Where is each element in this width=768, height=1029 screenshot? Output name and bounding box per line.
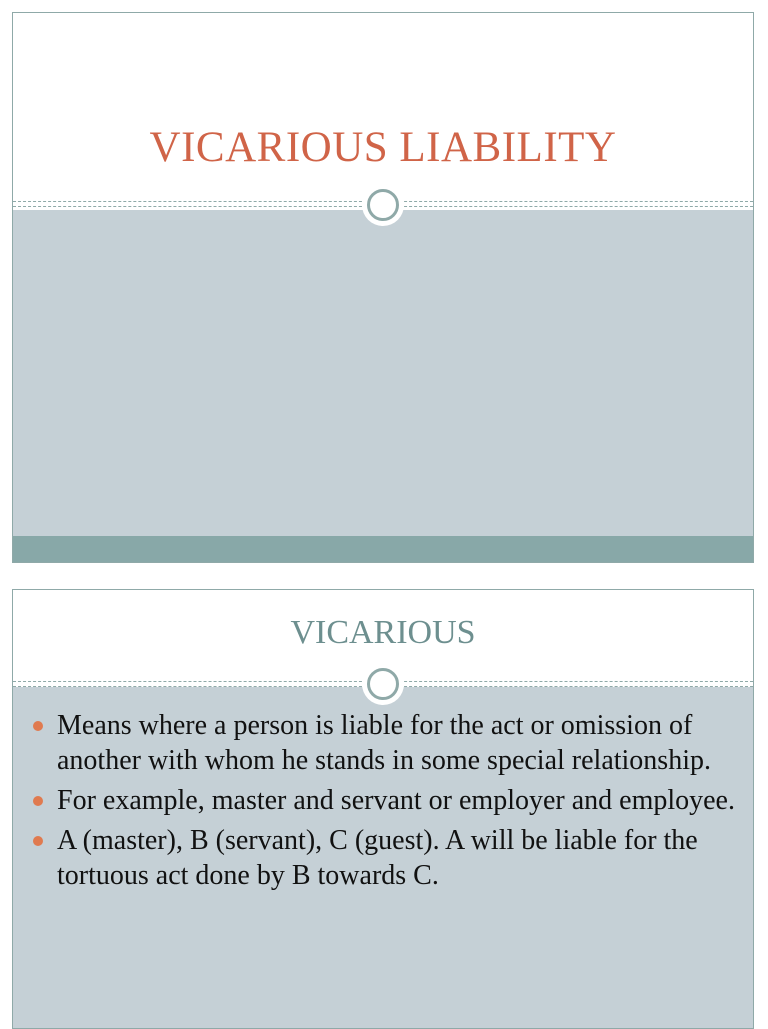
content-slide [12, 589, 754, 1029]
list-item-text: Means where a person is liable for the act or omission of another with whom he stands in some special relationship. [57, 710, 711, 776]
slide-title: VICARIOUS LIABILITY [149, 124, 617, 171]
bullet-icon [33, 796, 43, 806]
list-item [57, 783, 737, 818]
circle-ornament-icon [362, 184, 404, 226]
list-item [57, 708, 737, 778]
list-item-text: For example, master and servant or employer and employee. [57, 785, 735, 816]
circle-ornament-icon [362, 663, 404, 705]
title-area [13, 13, 753, 210]
bullet-icon [33, 721, 43, 731]
bottom-band [13, 536, 753, 562]
bullet-list [57, 708, 737, 898]
title-slide [12, 12, 754, 563]
slide-title: VICARIOUS [290, 614, 476, 651]
list-item-text: A (master), B (servant), C (guest). A will be liable for the tortuous act done by B towards C. [57, 825, 698, 891]
list-item [57, 823, 737, 893]
bullet-icon [33, 836, 43, 846]
